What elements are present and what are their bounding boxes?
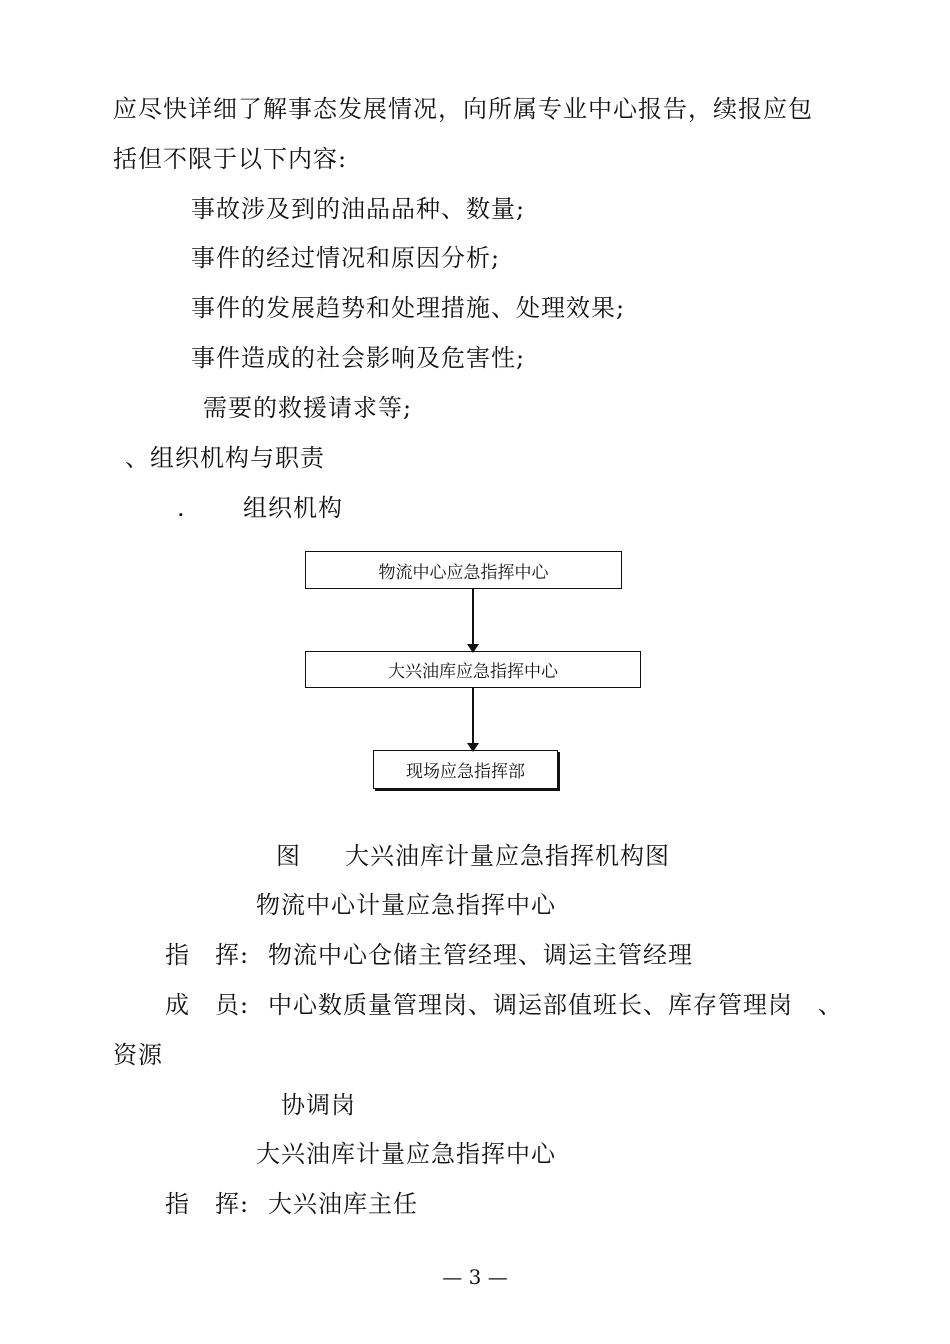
command-value-2: 大兴油库主任 xyxy=(268,1190,418,1218)
arrow-down-icon xyxy=(472,688,474,750)
command-label-1: 指 挥: xyxy=(165,941,250,969)
paragraph-line-2: 括但不限于以下内容: xyxy=(113,145,348,173)
org-title-1: 物流中心计量应急指挥中心 xyxy=(256,891,556,919)
subsection-mark: . xyxy=(177,494,186,522)
list-item-1: 事故涉及到的油品品种、数量; xyxy=(191,195,526,223)
section-heading: 、组织机构与职责 xyxy=(125,444,325,472)
paragraph-line-1: 应尽快详细了解事态发展情况，向所属专业中心报告，续报应包 xyxy=(113,95,813,123)
list-item-2: 事件的经过情况和原因分析; xyxy=(191,244,501,272)
command-value-1: 物流中心仓储主管经理、调运主管经理 xyxy=(268,941,693,969)
command-label-2: 指 挥: xyxy=(165,1190,250,1218)
org-title-2: 大兴油库计量应急指挥中心 xyxy=(256,1140,556,1168)
list-item-3: 事件的发展趋势和处理措施、处理效果; xyxy=(191,294,626,322)
page-number: — 3 — xyxy=(442,1265,508,1289)
arrow-down-icon xyxy=(472,589,474,651)
members-value: 中心数质量管理岗、调运部值班长、库存管理岗 、 xyxy=(268,991,843,1019)
list-item-4: 事件造成的社会影响及危害性; xyxy=(191,344,526,372)
subsection-heading: 组织机构 xyxy=(243,494,343,522)
diagram-box-onsite-command: 现场应急指挥部 xyxy=(373,750,558,789)
diagram-box-logistics-center: 物流中心应急指挥中心 xyxy=(305,551,622,589)
members-continuation: 资源 xyxy=(113,1041,163,1069)
figure-caption: 大兴油库计量应急指挥机构图 xyxy=(345,842,670,870)
figure-label: 图 xyxy=(276,842,301,870)
list-item-5: 需要的救援请求等; xyxy=(203,394,413,422)
members-label: 成 员: xyxy=(165,991,250,1019)
members-continuation-2: 协调岗 xyxy=(281,1091,356,1119)
diagram-box-daxing-depot: 大兴油库应急指挥中心 xyxy=(305,651,641,688)
